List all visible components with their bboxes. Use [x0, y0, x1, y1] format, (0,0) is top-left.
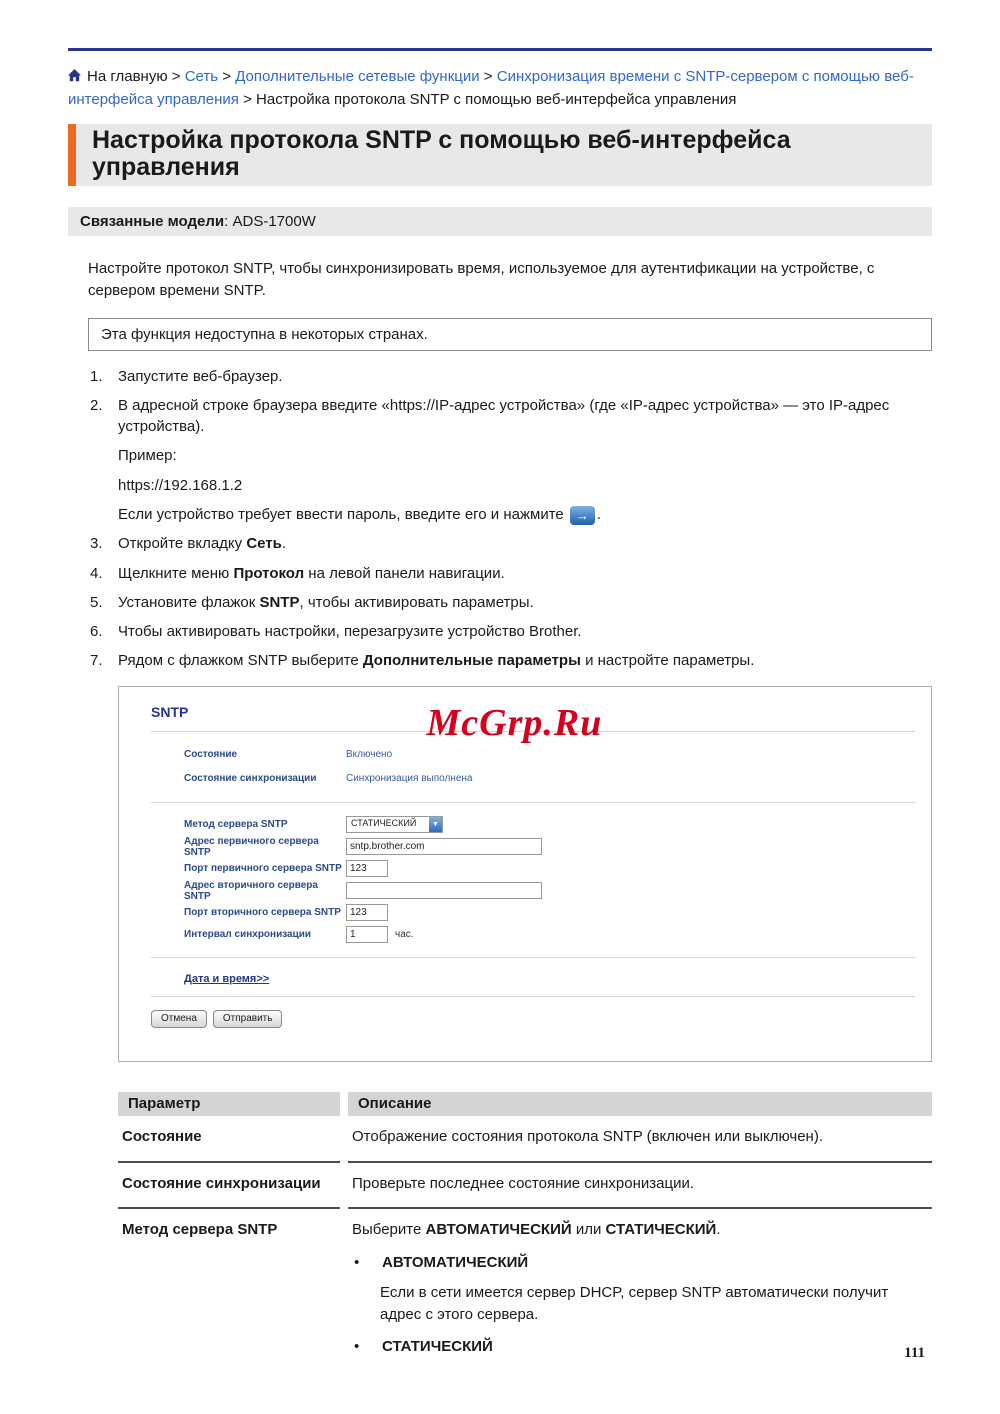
primary-server-address-input[interactable]: sntp.brother.com	[346, 838, 542, 855]
step-number: 1.	[90, 367, 103, 385]
step-line	[118, 395, 932, 438]
form-rows	[151, 814, 915, 946]
breadcrumb-separator: >	[218, 68, 236, 85]
text-segment: Дополнительные параметры	[362, 652, 581, 670]
indent-text	[380, 1282, 922, 1326]
steps-list	[68, 366, 932, 672]
text-segment: АВТОМАТИЧЕСКИЙ	[382, 1254, 529, 1272]
page-title: Настройка протокола SNTP с помощью веб-интерфейса управления	[92, 125, 791, 181]
step-body	[118, 621, 932, 642]
text-segment: В адресной строке браузера введите «https://IP-адрес устройства» (где «IP-адрес устройства» — это IP-адрес устройства).	[118, 396, 890, 436]
text-segment: или	[571, 1221, 606, 1239]
step-line	[118, 445, 932, 466]
text-segment: Выберите	[352, 1221, 426, 1239]
top-divider-rule	[68, 48, 932, 51]
watermark: McGrp.Ru	[426, 701, 603, 744]
text-segment: Протокол	[233, 564, 305, 582]
text-segment: .	[281, 535, 287, 553]
step-number: 4.	[90, 564, 103, 582]
date-time-link[interactable]: Дата и время>>	[184, 972, 270, 985]
breadcrumb	[68, 66, 932, 111]
table-cell-param: Состояние синхронизации	[118, 1163, 340, 1210]
form-label: Метод сервера SNTP	[184, 819, 288, 831]
home-icon	[68, 67, 81, 89]
status-value: Синхронизация выполнена	[346, 773, 473, 785]
sync-interval-input[interactable]: 1	[346, 926, 388, 943]
step-item-7	[90, 650, 932, 671]
form-row	[151, 880, 915, 902]
desc-text	[352, 1173, 922, 1195]
step-line	[118, 366, 932, 387]
step-number: 7.	[90, 652, 103, 670]
form-label: Адрес первичного сервера SNTP	[184, 835, 319, 858]
primary-server-port-input[interactable]: 123	[346, 860, 388, 877]
select-value: СТАТИЧЕСКИЙ	[351, 818, 417, 829]
form-label: Адрес вторичного сервера SNTP	[184, 879, 318, 902]
text-segment: Запустите веб-браузер.	[118, 367, 283, 385]
step-line	[118, 475, 932, 496]
breadcrumb-item-link[interactable]: Сеть	[184, 68, 219, 85]
breadcrumb-item-current: Настройка протокола SNTP с помощью веб-интерфейса управления	[256, 90, 737, 108]
page-number: 111	[904, 1345, 925, 1361]
date-time-link-row	[151, 969, 915, 985]
status-row	[151, 767, 915, 791]
login-arrow-icon[interactable]: →	[570, 506, 595, 525]
sntp-server-method-select[interactable]	[346, 816, 443, 833]
text-segment: АВТОМАТИЧЕСКИЙ	[425, 1221, 572, 1239]
table-cell-param: Метод сервера SNTP	[122, 1221, 278, 1239]
table-cell-param: Состояние	[118, 1116, 340, 1163]
form-row	[151, 858, 915, 880]
desc-text	[352, 1219, 922, 1241]
text-segment: СТАТИЧЕСКИЙ	[382, 1338, 493, 1356]
step-body	[118, 592, 932, 613]
sntp-heading: SNTP	[151, 703, 189, 720]
text-segment: Чтобы активировать настройки, перезагрузите устройство Brother.	[118, 623, 582, 641]
text-segment: , чтобы активировать параметры.	[299, 593, 534, 611]
step-body	[118, 395, 932, 525]
title-accent-bar	[68, 124, 76, 186]
text-segment: .	[596, 505, 602, 523]
table-cell-desc	[348, 1116, 932, 1163]
table-header-param: Параметр	[118, 1092, 340, 1116]
step-item-2	[90, 395, 932, 525]
table-cell-desc	[348, 1209, 932, 1371]
form-row	[151, 902, 915, 924]
step-item-1	[90, 366, 932, 387]
text-segment: Рядом с флажком SNTP выберите	[118, 652, 363, 670]
step-body	[118, 533, 932, 554]
breadcrumb-item-link[interactable]: Синхронизация времени с SNTP-сервером с помощью веб-интерфейса управления	[68, 68, 914, 108]
breadcrumb-separator: >	[479, 68, 497, 85]
step-item-4	[90, 563, 932, 584]
text-segment: Проверьте последнее состояние синхронизации.	[352, 1174, 695, 1192]
step-item-5	[90, 592, 932, 613]
text-segment: Сеть	[246, 535, 282, 553]
step-line	[118, 504, 932, 525]
step-number: 5.	[90, 593, 103, 611]
form-row	[151, 924, 915, 946]
bullet-icon: •	[354, 1254, 360, 1272]
page-title-bar	[68, 124, 932, 186]
text-segment: на левой панели навигации.	[304, 564, 505, 582]
bullet-line	[352, 1336, 922, 1358]
breadcrumb-item-home[interactable]: На главную	[87, 68, 168, 85]
parameters-table	[118, 1092, 932, 1371]
form-label: Порт первичного сервера SNTP	[184, 863, 342, 875]
text-segment: .	[716, 1221, 721, 1239]
step-line	[118, 533, 932, 554]
text-segment: Щелкните меню	[118, 564, 234, 582]
text-segment: Отображение состояния протокола SNTP (включен или выключен).	[352, 1127, 824, 1145]
step-line	[118, 621, 932, 642]
step-number: 3.	[90, 535, 103, 553]
form-row	[151, 836, 915, 858]
step-line	[118, 563, 932, 584]
secondary-server-port-input[interactable]: 123	[346, 904, 388, 921]
text-segment: Установите флажок	[118, 593, 260, 611]
form-buttons	[151, 1008, 915, 1028]
table-cell-desc	[348, 1163, 932, 1210]
text-segment: Откройте вкладку	[118, 535, 247, 553]
intro-paragraph: Настройте протокол SNTP, чтобы синхронизировать время, используемое для аутентификации на устройстве, с сервером времени SNTP.	[88, 259, 875, 299]
step-line	[118, 650, 932, 671]
breadcrumb-separator: >	[238, 90, 257, 108]
form-label: Порт вторичного сервера SNTP	[184, 907, 341, 919]
step-body	[118, 563, 932, 584]
text-segment: Пример:	[118, 447, 177, 465]
divider	[151, 996, 915, 997]
breadcrumb-separator: >	[167, 68, 185, 85]
text-segment: Если устройство требует ввести пароль, введите его и нажмите	[118, 505, 568, 523]
desc-text	[352, 1126, 922, 1148]
text-segment: Если в сети имеется сервер DHCP, сервер SNTP автоматически получит адрес с этого сервера.	[380, 1283, 889, 1323]
dropdown-arrow-icon: ▼	[429, 817, 442, 832]
breadcrumb-item-link[interactable]: Дополнительные сетевые функции	[235, 68, 480, 85]
step-line	[118, 592, 932, 613]
step-body	[118, 650, 932, 671]
note-box: Эта функция недоступна в некоторых странах.	[88, 318, 932, 351]
bullet-icon: •	[354, 1338, 360, 1356]
related-models-label: Связанные модели	[80, 212, 225, 230]
form-row	[151, 814, 915, 836]
status-value: Включено	[346, 749, 393, 761]
text-segment: https://192.168.1.2	[118, 476, 243, 494]
status-rows	[151, 743, 915, 791]
text-segment: СТАТИЧЕСКИЙ	[605, 1221, 717, 1239]
cancel-button[interactable]: Отмена	[151, 1010, 207, 1028]
divider	[151, 957, 915, 958]
related-models-value: : ADS-1700W	[224, 212, 316, 230]
divider	[151, 802, 915, 803]
bullet-text	[382, 1336, 493, 1358]
table-header-desc: Описание	[348, 1092, 932, 1116]
sntp-settings-screenshot	[118, 686, 932, 1062]
related-models-bar	[68, 207, 932, 236]
step-number: 2.	[90, 396, 103, 414]
text-segment: SNTP	[259, 593, 300, 611]
form-label: Интервал синхронизации	[184, 929, 312, 941]
bullet-text	[382, 1252, 528, 1274]
status-label: Состояние синхронизации	[184, 773, 317, 785]
submit-button[interactable]: Отправить	[213, 1010, 283, 1028]
step-item-6	[90, 621, 932, 642]
status-row	[151, 743, 915, 767]
bullet-line	[352, 1252, 922, 1274]
step-number: 6.	[90, 623, 103, 641]
step-body	[118, 366, 932, 387]
step-item-3	[90, 533, 932, 554]
text-segment: и настройте параметры.	[580, 652, 755, 670]
input-suffix: час.	[395, 929, 414, 941]
secondary-server-address-input[interactable]	[346, 882, 542, 899]
status-label: Состояние	[184, 749, 238, 761]
